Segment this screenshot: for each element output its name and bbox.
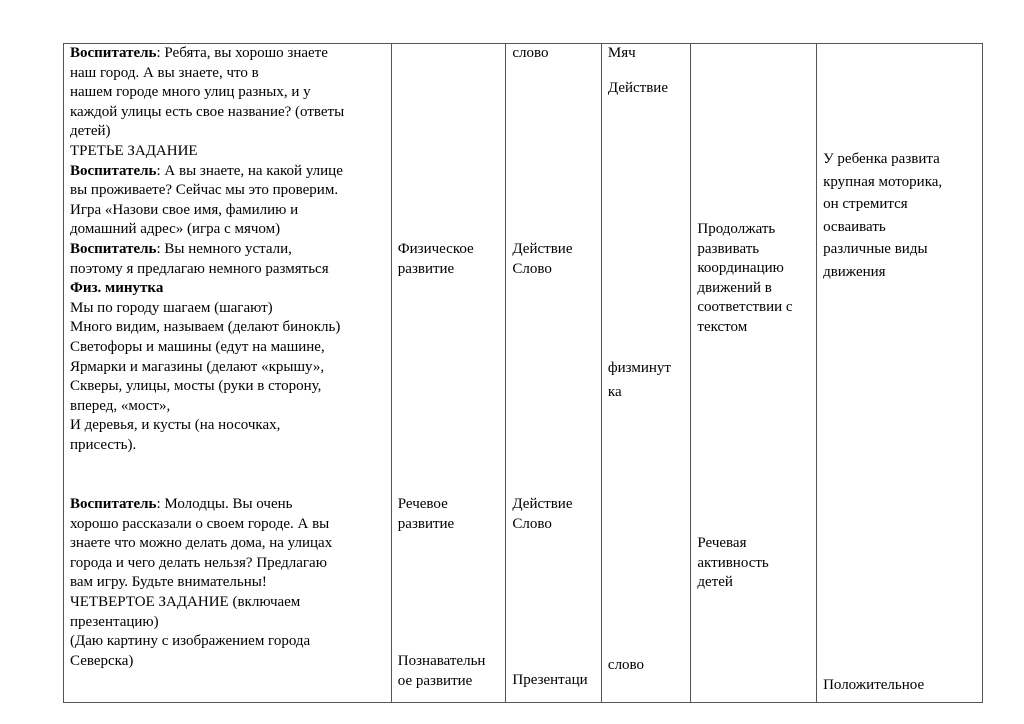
text-line: развивать [697,240,760,257]
text-line: физминут [607,360,671,376]
text-line: текстом [697,318,748,335]
means-word [608,656,686,676]
method-action-word-2 [512,495,597,534]
text-line: координацию [697,260,784,277]
text-line: наш город. А вы знаете, что в [70,64,259,81]
text-line: ое развитие [397,672,473,689]
text-line: Ярмарки и магазины (делают «крышу», [70,358,325,375]
means-physminute [608,356,686,404]
text-line: вы проживаете? Сейчас мы это проверим. [70,182,339,199]
outcomes-cell [817,44,983,703]
text-line: Действие [512,241,573,257]
text-line: Светофоры и машины (едут на машине, [70,338,325,355]
text-line: он стремится [823,196,908,212]
text-line: развитие [397,260,455,277]
text-line: слово [512,45,549,61]
text-line: Физ. минутка [70,280,164,297]
task-speech-activity [697,534,812,593]
text-line: (Даю картину с изображением города [70,633,311,650]
text-line: Скверы, улицы, мосты (руки в сторону, [70,378,322,395]
text-line: слово [607,657,645,673]
text-line: вперед, «мост», [70,397,171,414]
text-line: города и чего делать нельзя? Предлагаю [70,554,327,571]
text-line: ка [607,384,622,400]
text-line: Мяч [607,45,636,61]
text-line: детей [697,574,733,591]
area-physical [398,240,502,279]
method-action-word-1 [512,240,597,279]
text-line: презентацию) [70,613,159,630]
text-line: детей) [70,123,111,140]
text-line: движения [823,263,886,280]
text-line: осваивать [823,218,886,235]
text-line: каждой улицы есть свое название? (ответы [70,103,345,120]
text-line: соответствии с [697,299,793,316]
text-line: Воспитатель: Ребята, вы хорошо знаете [70,45,328,61]
text-line: вам игру. Будьте внимательны! [70,574,267,591]
text-line: Мы по городу шагаем (шагают) [70,299,273,316]
text-line: У ребенка развита [823,151,940,167]
task-coordination [697,220,812,338]
text-line: движений в [697,279,772,296]
text-line: ТРЕТЬЕ ЗАДАНИЕ [70,142,198,159]
text-line: Много видим, называем (делают бинокль) [70,319,341,336]
activity-text-block-2 [70,495,387,671]
means-cell [601,44,690,703]
text-line: Речевое [397,496,448,512]
text-line: Слово [512,515,552,532]
text-line: крупная моторика, [823,173,943,190]
text-line: Продолжать [697,221,776,237]
table-row [64,44,983,703]
text-line: Воспитатель: Молодцы. Вы очень [70,496,293,512]
text-line: Действие [512,496,573,512]
text-line: различные виды [823,241,928,257]
area-cognitive [398,652,502,691]
text-line: Презентаци [512,672,588,688]
text-line: Физическое [397,241,474,257]
text-line: И деревья, и кусты (на носочках, [70,417,281,434]
text-line: Действие [607,80,668,96]
text-line: хорошо рассказали о своем городе. А вы [70,515,330,532]
tasks-cell [691,44,817,703]
text-line: домашний адрес» (игра с мячом) [70,221,281,238]
lesson-plan-table [63,43,983,703]
area-speech [398,495,502,534]
text-line: нашем городе много улиц разных, и у [70,84,311,101]
activity-cell [64,44,392,703]
outcome-motor-skills [823,148,978,283]
text-line: Положительное [823,677,925,693]
text-line: присесть). [70,436,137,453]
methods-cell [506,44,602,703]
text-line: Речевая [697,535,747,551]
text-line: Воспитатель: Вы немного устали, [70,240,292,257]
text-line: знаете что можно делать дома, на улицах [70,535,333,552]
method-presentation [512,671,597,691]
text-line: Слово [512,260,552,277]
text-line: развитие [397,515,455,532]
method-word [512,44,597,64]
activity-text-block-1 [70,44,387,455]
text-line: активность [697,554,769,571]
text-line: Воспитатель: А вы знаете, на какой улице [70,162,343,179]
text-line: поэтому я предлагаю немного размяться [70,260,329,277]
text-line: ЧЕТВЕРТОЕ ЗАДАНИЕ (включаем [70,593,301,610]
educational-area-cell [391,44,506,703]
text-line: Познавательн [397,653,486,669]
means-ball [608,44,686,64]
text-line: Северска) [70,652,134,669]
text-line: Игра «Назови свое имя, фамилию и [70,201,299,218]
means-action [608,79,686,99]
outcome-positive [823,676,978,696]
